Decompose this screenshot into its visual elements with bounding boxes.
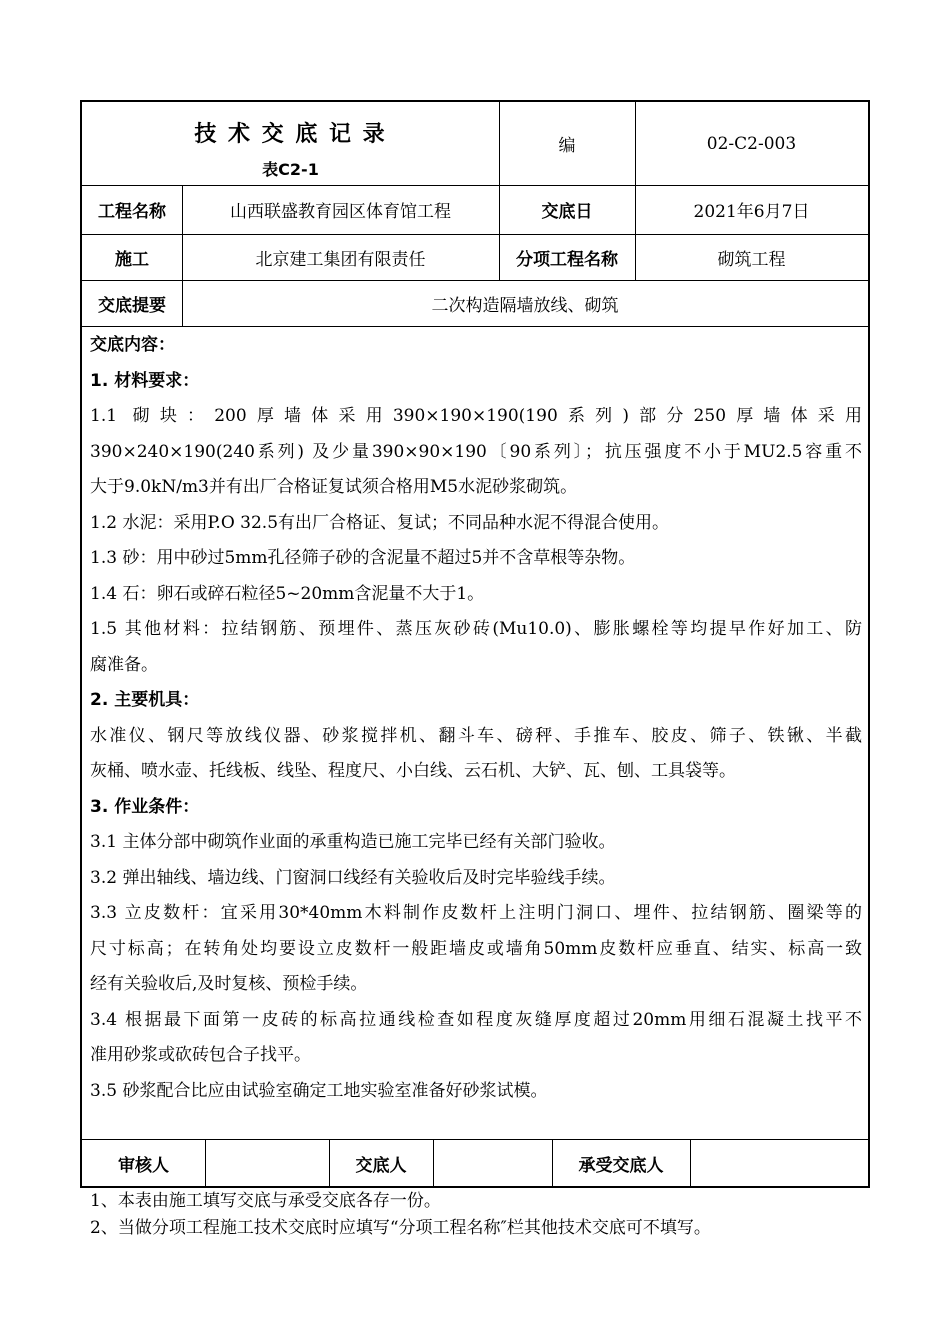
content-line: 1.3 砂：用中砂过5mm孔径筛子砂的含泥量不超过5并不含草根等杂物。 [90, 548, 636, 568]
reviewer-signature [205, 1139, 329, 1188]
disclosure-content [90, 328, 862, 1109]
disclosure-date-value: 2021年6月7日 [693, 202, 810, 222]
receiver-label: 承受交底人 [578, 1156, 664, 1176]
content-heading: 交底内容： [90, 335, 175, 355]
summary-value: 二次构造隔墙放线、砌筑 [431, 295, 619, 316]
footnote: 1、本表由施工填写交底与承受交底各存一份。 [90, 1191, 441, 1211]
content-line: 3.5 砂浆配合比应由试验室确定工地实验室准备好砂浆试模。 [90, 1080, 548, 1101]
summary-label: 交底提要 [98, 295, 166, 316]
content-line: 3.4 根据最下面第一皮砖的标高拉通线检查如程度灰缝厚度超过20mm用细石混凝土找平不 [90, 1009, 862, 1030]
form-number: 表C2-1 [262, 159, 319, 179]
row-divider [82, 326, 868, 327]
footnotes [90, 1188, 711, 1242]
content-line: 1.5 其他材料：拉结钢筋、预埋件、蒸压灰砂砖(Mu10.0)、膨胀螺栓等均提早作好加工、防 [90, 619, 862, 639]
disclosure-date-label: 交底日 [541, 202, 593, 222]
content-line: 灰桶、喷水壶、托线板、线坠、程度尺、小白线、云石机、大铲、瓦、刨、工具袋等。 [90, 761, 736, 781]
content-line: 腐准备。 [90, 654, 158, 675]
project-name-value: 山西联盛教育园区体育馆工程 [230, 202, 451, 222]
content-line: 水准仪、钢尺等放线仪器、砂浆搅拌机、翻斗车、磅秤、手推车、胶皮、筛子、铁锹、半截 [90, 725, 862, 746]
content-line: 经有关验收后,及时复核、预检手续。 [90, 974, 368, 994]
content-line: 大于9.0kN/m3并有出厂合格证复试须合格用M5水泥砂浆砌筑。 [90, 477, 578, 497]
technical-disclosure-form [80, 100, 870, 1188]
presenter-signature [433, 1139, 552, 1188]
content-line: 3.1 主体分部中砌筑作业面的承重构造已施工完毕已经有关部门验收。 [90, 832, 616, 852]
content-line: 3.3 立皮数杆：宜采用30*40mm木料制作皮数杆上注明门洞口、埋件、拉结钢筋、圈梁等的 [90, 903, 862, 923]
presenter-label: 交底人 [355, 1156, 407, 1176]
reviewer-label: 审核人 [118, 1156, 169, 1176]
content-line: 1.4 石：卵石或碎石粒径5~20mm含泥量不大于1。 [90, 583, 485, 604]
content-line: 准用砂浆或砍砖包合子找平。 [90, 1045, 311, 1065]
subproject-value: 砌筑工程 [717, 249, 786, 270]
content-line: 尺寸标高；在转角处均要设立皮数杆一般距墙皮或墙角50mm皮数杆应垂直、结实、标高一致 [90, 938, 862, 959]
footnote: 2、当做分项工程施工技术交底时应填写“分项工程名称″栏其他技术交底可不填写。 [90, 1218, 711, 1238]
project-name-label: 工程名称 [98, 202, 166, 222]
form-title: 技 术 交 底 记 录 [194, 121, 387, 147]
section-heading: 1. 材料要求： [90, 370, 200, 391]
subproject-label: 分项工程名称 [516, 249, 618, 270]
content-line: 3.2 弹出轴线、墙边线、门窗洞口线经有关验收后及时完毕验线手续。 [90, 867, 616, 888]
code-value: 02-C2-003 [706, 133, 797, 154]
content-line: 1.1 砌块：200厚墙体采用390×190×190(190系列)部分250厚墙体采用 [90, 406, 862, 426]
section-heading: 3. 作业条件： [90, 796, 200, 817]
code-label: 编 [558, 136, 576, 156]
content-line: 390×240×190(240系列) 及少量390×90×190〔90系列〕；抗压强度不小于MU2.5容重不 [90, 441, 862, 462]
content-line: 1.2 水泥：采用P.O 32.5有出厂合格证、复试；不同品种水泥不得混合使用。 [90, 512, 670, 533]
contractor-label: 施工 [115, 249, 149, 270]
contractor-value: 北京建工集团有限责任 [255, 249, 426, 270]
receiver-signature [690, 1139, 868, 1188]
section-heading: 2. 主要机具： [90, 690, 200, 710]
